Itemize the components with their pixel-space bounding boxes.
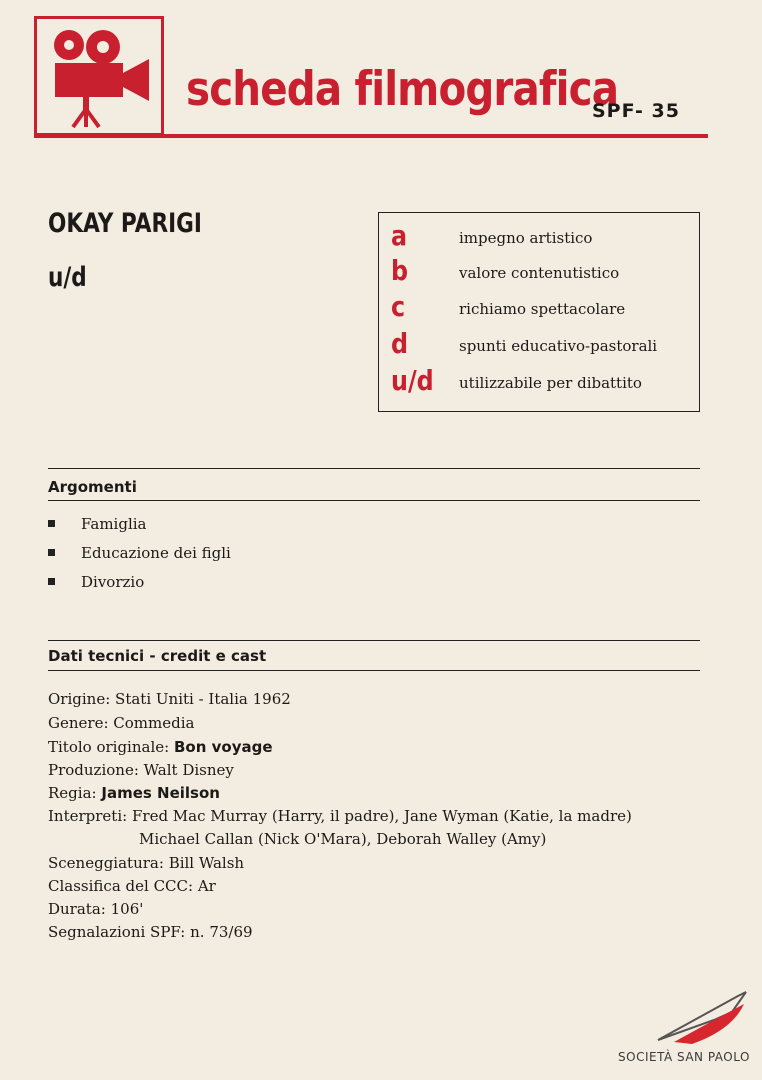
regia-row [48, 784, 220, 802]
field-label: Genere: [48, 714, 109, 732]
origine-row [48, 690, 291, 708]
field-value: 106' [110, 900, 144, 918]
legend-letter: d [391, 327, 409, 360]
field-value: Stati Uniti - Italia 1962 [115, 690, 291, 708]
field-label: Titolo originale: [48, 738, 170, 756]
legend-row-ud [379, 364, 699, 398]
movie-camera-logo [34, 16, 164, 136]
segnalazioni-row [48, 923, 253, 941]
film-title: OKAY PARIGI [48, 208, 202, 239]
argomento-item [48, 573, 144, 591]
legend-row-a [379, 219, 699, 253]
field-label: Produzione: [48, 761, 139, 779]
field-value: Bon voyage [173, 738, 273, 756]
argomenti-heading: Argomenti [48, 478, 137, 496]
field-value: Ar [197, 877, 216, 895]
field-value: Walt Disney [143, 761, 234, 779]
interpreti-row-continued [139, 830, 546, 848]
section-divider [48, 468, 700, 469]
argomento-label: Divorzio [81, 573, 145, 591]
argomento-label: Educazione dei figli [81, 544, 231, 562]
legend-row-d [379, 327, 699, 361]
header-divider [34, 134, 708, 138]
classifica-row [48, 877, 216, 895]
bullet-icon [48, 578, 55, 585]
sceneggiatura-row [48, 854, 244, 872]
sheet-code: SPF- 35 [592, 100, 680, 122]
legend-text: spunti educativo-pastorali [459, 337, 658, 355]
legend-letter: c [391, 290, 406, 323]
genere-row [48, 714, 194, 732]
legend-letter: a [391, 219, 408, 252]
field-value: n. 73/69 [190, 923, 253, 941]
section-divider [48, 500, 700, 501]
legend-text: richiamo spettacolare [459, 300, 626, 318]
field-value: Bill Walsh [168, 854, 245, 872]
section-divider [48, 640, 700, 641]
rating-legend [378, 212, 700, 412]
legend-text: impegno artistico [459, 229, 593, 247]
san-paolo-swoosh-icon [654, 990, 750, 1046]
legend-row-c [379, 290, 699, 324]
legend-letter: u/d [391, 364, 434, 397]
legend-row-b [379, 254, 699, 288]
field-label: Interpreti: [48, 807, 128, 825]
page-title: scheda filmografica [186, 62, 619, 117]
section-divider [48, 670, 700, 671]
field-label: Sceneggiatura: [48, 854, 164, 872]
legend-text: utilizzabile per dibattito [459, 374, 642, 392]
legend-text: valore contenutistico [459, 264, 620, 282]
interpreti-row [48, 807, 632, 825]
field-value: Commedia [113, 714, 195, 732]
field-label: Classifica del CCC: [48, 877, 194, 895]
titolo-row [48, 738, 273, 756]
publisher-name: SOCIETÀ SAN PAOLO [618, 1050, 750, 1064]
field-value: Fred Mac Murray (Harry, il padre), Jane Wyman (Katie, la madre) [131, 807, 632, 825]
field-label: Origine: [48, 690, 111, 708]
film-classification: u/d [48, 262, 87, 293]
argomento-item [48, 515, 147, 533]
field-label: Segnalazioni SPF: [48, 923, 186, 941]
tecnici-heading: Dati tecnici - credit e cast [48, 647, 267, 665]
durata-row [48, 900, 143, 918]
bullet-icon [48, 520, 55, 527]
argomento-item [48, 544, 231, 562]
argomento-label: Famiglia [81, 515, 147, 533]
bullet-icon [48, 549, 55, 556]
movie-camera-icon [43, 25, 155, 129]
field-value: James Neilson [101, 784, 220, 802]
field-label: Durata: [48, 900, 106, 918]
produzione-row [48, 761, 234, 779]
field-value: Michael Callan (Nick O'Mara), Deborah Walley (Amy) [139, 830, 547, 848]
field-label: Regia: [48, 784, 97, 802]
legend-letter: b [391, 254, 409, 287]
